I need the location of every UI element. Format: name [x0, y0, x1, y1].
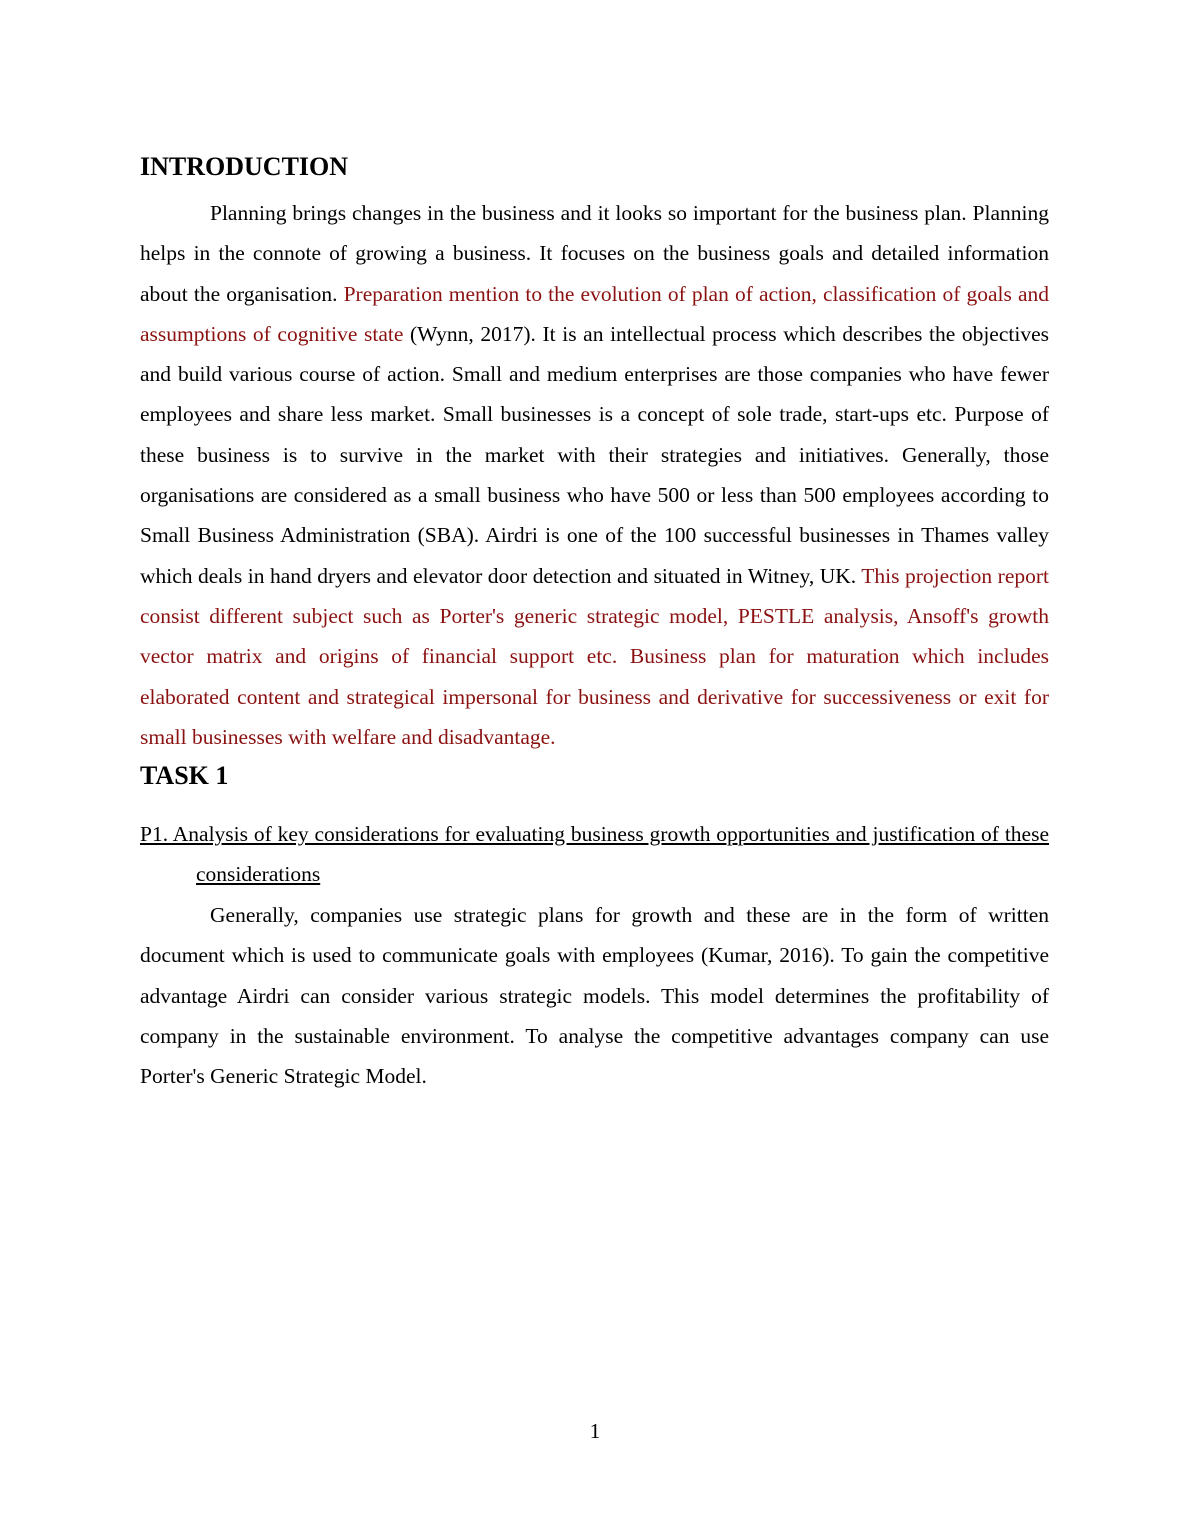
- task1-paragraph: Generally, companies use strategic plans for growth and these are in the form of written document which is used to communicate goals with employees (Kumar, 2016). To gain the competitive advantage Airdri can consider various strategic models. This model determines the profitability of company in the sustainable environment. To analyse the competitive advantages company can use Porter's Generic Strategic Model.: [140, 903, 1049, 1089]
- introduction-heading: INTRODUCTION: [140, 152, 349, 181]
- p1-subheading: P1. Analysis of key considerations for evaluating business growth opportunities and justification of these considerations: [140, 822, 1049, 887]
- intro-text-part3: (Wynn, 2017). It is an intellectual process which describes the objectives and build various course of action. Small and medium enterprises are those companies who have fewer employees and share less market. Small businesses is a concept of sole trade, start-ups etc. Purpose of these business is to survive in the market with their strategies and initiatives. Generally, those organisations are considered as a small business who have 500 or less than 500 employees according to Small Business Administration (SBA). Airdri is one of the 100 successful businesses in Thames valley which deals in hand dryers and elevator door detection and situated in Witney, UK.: [140, 321, 1049, 588]
- page-number: 1: [589, 1419, 601, 1443]
- introduction-paragraph: [140, 193, 1049, 757]
- intro-text-part1: Planning brings changes in the business and it looks so important for the business plan. Planning helps in the connote of growing a business. It focuses on the business goals and detailed information about the organisation.: [140, 201, 1049, 306]
- task1-heading: TASK 1: [140, 761, 229, 791]
- document-page: [140, 148, 1049, 1097]
- intro-highlight-1: Preparation mention to the evolution of plan of action, classification of goals and assumptions of cognitive state: [140, 281, 1049, 346]
- intro-highlight-2: This projection report consist different subject such as Porter's generic strategic model, PESTLE analysis, Ansoff's growth vector matrix and origins of financial support etc. Business plan for maturation which includes elaborated content and strategical impersonal for business and derivative for successiveness or exit for small businesses with welfare and disadvantage.: [140, 563, 1049, 749]
